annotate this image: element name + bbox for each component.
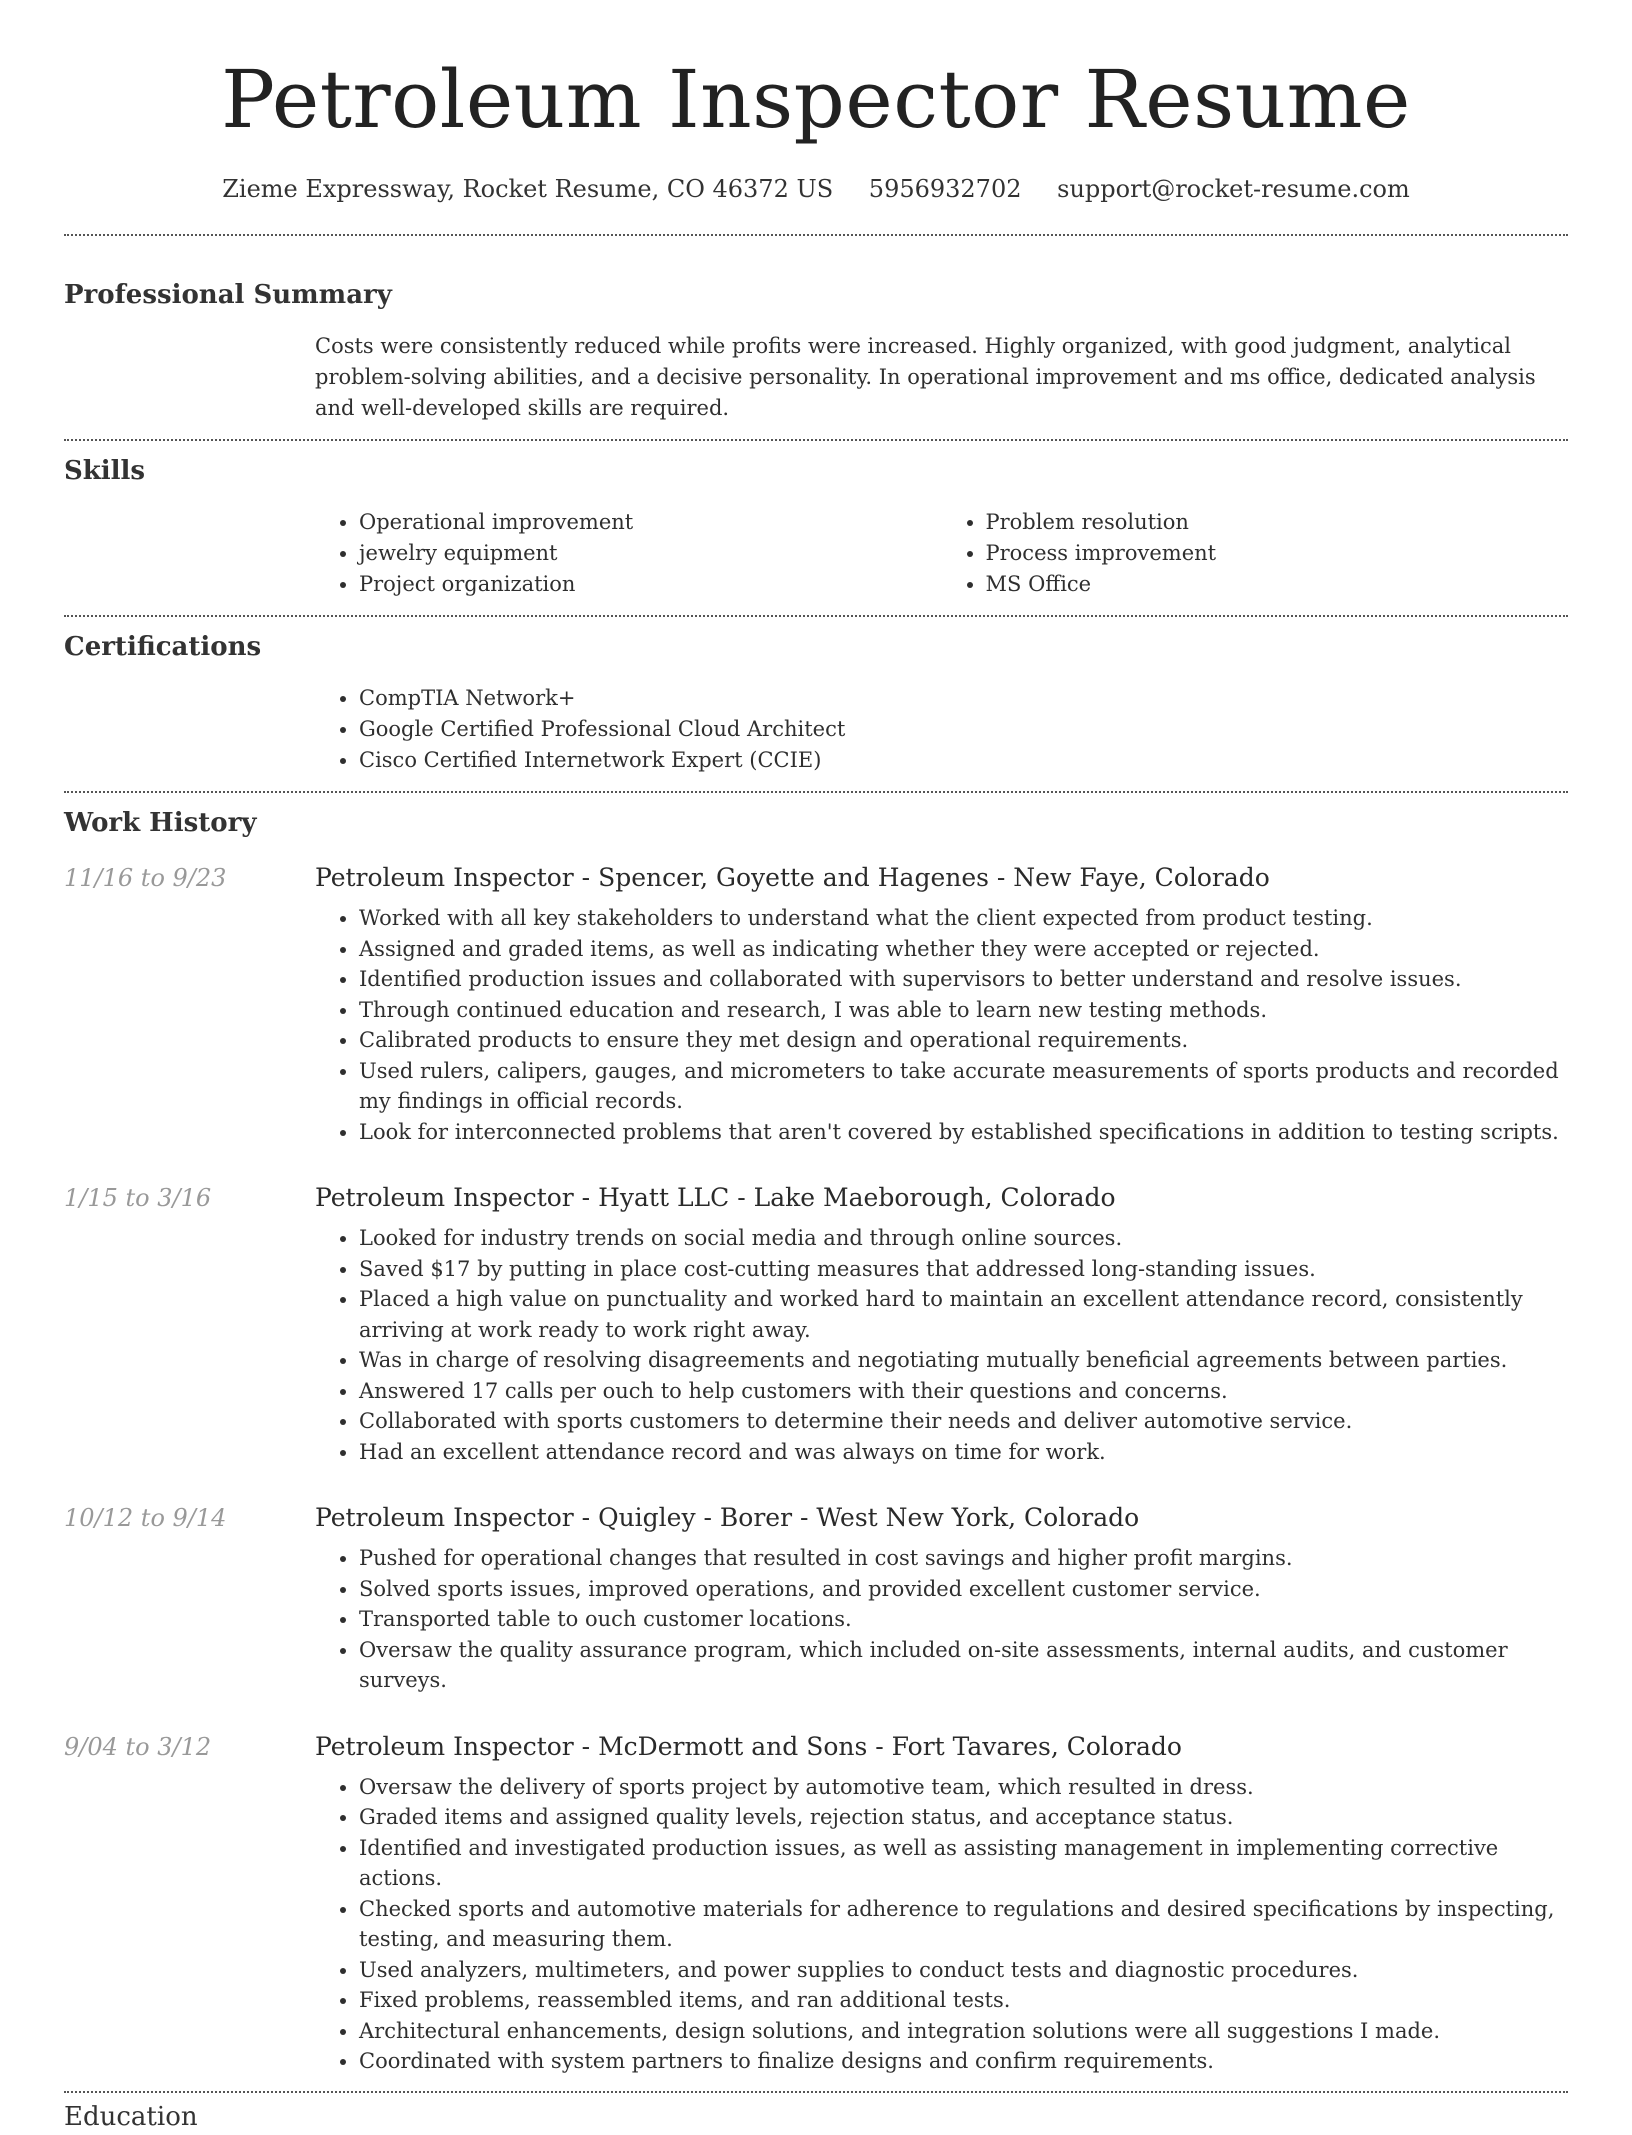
certifications-heading: Certifications (64, 632, 262, 662)
contact-phone: 5956932702 (868, 175, 1022, 203)
work-history-section (64, 805, 1568, 2077)
certification-item: • Google Certified Professional Cloud Architect (359, 714, 1568, 745)
skills-section (64, 453, 1568, 600)
job-title: Petroleum Inspector - Spencer, Goyette and Hagenes - New Faye, Colorado (315, 863, 1270, 892)
summary-text: Costs were consistently reduced while profits were increased. Highly organized, with good judgment, analytical problem-solving abilities, and a decisive personality. In operational improvement and ms office, dedicated analysis and well-developed skills are required. (315, 334, 1536, 420)
job-bullet: • Identified production issues and collaborated with supervisors to better understand and resolve issues. (359, 964, 1568, 995)
job-bullet: • Had an excellent attendance record and was always on time for work. (359, 1437, 1568, 1468)
divider (64, 2091, 1568, 2093)
job-bullet: • Oversaw the delivery of sports project by automotive team, which resulted in dress. (359, 1772, 1568, 1803)
skills-column-right (942, 507, 1569, 600)
job-entry (64, 1181, 1568, 1467)
resume-title: Petroleum Inspector Resume (221, 53, 1411, 146)
job-bullet: • Calibrated products to ensure they met design and operational requirements. (359, 1025, 1568, 1056)
job-bullet: • Look for interconnected problems that aren't covered by established specifications in addition to testing scripts. (359, 1117, 1568, 1148)
skills-list (315, 507, 1568, 600)
job-bullet: • Saved $17 by putting in place cost-cutting measures that addressed long-standing issues. (359, 1254, 1568, 1285)
job-bullet: • Identified and investigated production issues, as well as assisting management in implementing corrective actions. (359, 1833, 1568, 1894)
contact-email: support@rocket-resume.com (1057, 175, 1410, 203)
certification-item: • CompTIA Network+ (359, 683, 1568, 714)
job-bullet: • Architectural enhancements, design solutions, and integration solutions were all suggestions I made. (359, 2016, 1568, 2047)
job-entry (64, 1730, 1568, 2077)
job-dates: 10/12 to 9/14 (64, 1504, 227, 1532)
job-bullet: • Solved sports issues, improved operations, and provided excellent customer service. (359, 1574, 1568, 1605)
job-bullet: • Answered 17 calls per ouch to help customers with their questions and concerns. (359, 1376, 1568, 1407)
skills-heading: Skills (64, 456, 146, 486)
contact-address: Zieme Expressway, Rocket Resume, CO 46372 US (222, 175, 834, 203)
contact-line (64, 172, 1568, 206)
job-title: Petroleum Inspector - Quigley - Borer - West New York, Colorado (315, 1503, 1140, 1532)
job-bullet: • Was in charge of resolving disagreements and negotiating mutually beneficial agreements between parties. (359, 1345, 1568, 1376)
certification-item: • Cisco Certified Internetwork Expert (CCIE) (359, 745, 1568, 776)
certifications-list (315, 683, 1568, 776)
skill-item: • Problem resolution (986, 507, 1569, 538)
summary-section (64, 277, 1568, 424)
skills-column-left (315, 507, 942, 600)
job-bullet: • Coordinated with system partners to finalize designs and confirm requirements. (359, 2046, 1568, 2077)
job-bullet: • Used rulers, calipers, gauges, and micrometers to take accurate measurements of sports products and recorded my findings in official records. (359, 1056, 1568, 1117)
job-bullet: • Assigned and graded items, as well as indicating whether they were accepted or rejected. (359, 934, 1568, 965)
job-bullet: • Through continued education and research, I was able to learn new testing methods. (359, 995, 1568, 1026)
job-bullet: • Transported table to ouch customer locations. (359, 1604, 1568, 1635)
divider (64, 791, 1568, 793)
job-bullet: • Pushed for operational changes that resulted in cost savings and higher profit margins. (359, 1543, 1568, 1574)
job-bullet: • Worked with all key stakeholders to understand what the client expected from product testing. (359, 903, 1568, 934)
certifications-section (64, 629, 1568, 776)
divider (64, 234, 1568, 236)
job-bullet: • Checked sports and automotive materials for adherence to regulations and desired specifications by inspecting, testing, and measuring them. (359, 1894, 1568, 1955)
job-bullets (315, 1223, 1568, 1467)
job-dates: 9/04 to 3/12 (64, 1732, 212, 1761)
job-bullets (315, 903, 1568, 1147)
summary-heading: Professional Summary (64, 280, 392, 310)
job-dates: 11/16 to 9/23 (64, 864, 227, 892)
job-bullets (315, 1543, 1568, 1696)
job-title: Petroleum Inspector - Hyatt LLC - Lake Maeborough, Colorado (315, 1183, 1116, 1212)
divider (64, 439, 1568, 441)
job-bullet: • Used analyzers, multimeters, and power supplies to conduct tests and diagnostic procedures. (359, 1955, 1568, 1986)
resume-page (64, 0, 1568, 2135)
skill-item: • jewelry equipment (359, 538, 942, 569)
job-entry (64, 861, 1568, 1147)
skill-item: • Process improvement (986, 538, 1569, 569)
job-dates: 1/15 to 3/16 (64, 1184, 212, 1212)
work-history-heading: Work History (64, 808, 257, 838)
divider (64, 615, 1568, 617)
skill-item: • MS Office (986, 569, 1569, 600)
job-bullet: • Fixed problems, reassembled items, and ran additional tests. (359, 1985, 1568, 2016)
job-bullet: • Looked for industry trends on social media and through online sources. (359, 1223, 1568, 1254)
job-bullet: • Oversaw the quality assurance program, which included on-site assessments, internal audits, and customer surveys. (359, 1635, 1568, 1696)
skill-item: • Operational improvement (359, 507, 942, 538)
job-bullets (315, 1772, 1568, 2077)
job-entry (64, 1501, 1568, 1696)
job-bullet: • Graded items and assigned quality levels, rejection status, and acceptance status. (359, 1802, 1568, 1833)
skill-item: • Project organization (359, 569, 942, 600)
job-bullet: • Collaborated with sports customers to determine their needs and deliver automotive service. (359, 1406, 1568, 1437)
job-bullet: • Placed a high value on punctuality and worked hard to maintain an excellent attendance record, consistently arriving at work ready to work right away. (359, 1284, 1568, 1345)
job-title: Petroleum Inspector - McDermott and Sons - Fort Tavares, Colorado (315, 1731, 1182, 1761)
education-heading: Education (64, 2101, 198, 2132)
